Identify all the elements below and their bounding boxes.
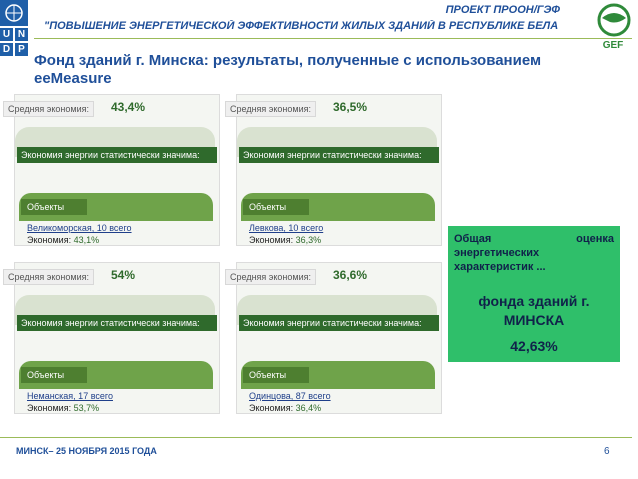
avg-savings-label: Средняя экономия: (225, 101, 316, 117)
page-number: 6 (604, 446, 610, 457)
savings-value: 36,4% (295, 403, 322, 413)
summary-headline: фонда зданий г. МИНСКА (478, 293, 590, 328)
objects-tab[interactable]: Объекты (243, 367, 309, 383)
summary-line-3: характеристик ... (454, 261, 546, 273)
avg-savings-label: Средняя экономия: (225, 269, 316, 285)
significance-bar: Экономия энергии статистически значима: (239, 315, 439, 331)
savings-value: 53,7% (73, 403, 100, 413)
project-title: ПРОЕКТ ПРООН/ГЭФ (445, 4, 560, 16)
savings-value: 36,3% (295, 235, 322, 245)
building-savings (249, 403, 321, 413)
undp-letter-d: D (0, 43, 13, 56)
summary-word-1: Общая (454, 233, 492, 245)
building-link[interactable]: Левкова, 10 всего (249, 223, 324, 233)
significance-bar: Экономия энергии статистически значима: (239, 147, 439, 163)
avg-savings-value: 54% (111, 268, 136, 282)
undp-letter-u: U (0, 28, 13, 41)
savings-label: Экономия: (249, 235, 294, 245)
significance-bar: Экономия энергии статистически значима: (17, 147, 217, 163)
savings-label: Экономия: (249, 403, 294, 413)
gef-logo-text: GEF (602, 40, 624, 51)
building-link[interactable]: Неманская, 17 всего (27, 391, 113, 401)
undp-letter-n: N (15, 28, 28, 41)
summary-percent: 42,63% (510, 338, 558, 354)
project-subtitle: "ПОВЫШЕНИЕ ЭНЕРГЕТИЧЕСКОЙ ЭФФЕКТИВНОСТИ ЖИЛЫХ ЗДАНИЙ В РЕСПУБЛИКЕ БЕЛА (44, 20, 559, 32)
building-link[interactable]: Великоморская, 10 всего (27, 223, 132, 233)
footer-date: МИНСК– 25 НОЯБРЯ 2015 ГОДА (16, 446, 157, 456)
summary-word-2: оценка (576, 233, 614, 245)
undp-letter-p: P (15, 43, 28, 56)
summary-box (448, 226, 620, 362)
gef-logo (590, 2, 636, 52)
savings-label: Экономия: (27, 403, 72, 413)
significance-bar: Экономия энергии статистически значима: (17, 315, 217, 331)
panel-nemanskaya (8, 262, 220, 414)
savings-value: 43,1% (73, 235, 100, 245)
building-savings (27, 235, 99, 245)
avg-savings-value: 36,6% (333, 268, 368, 282)
footer-divider (0, 437, 632, 438)
header-divider (34, 38, 632, 39)
building-savings (27, 403, 99, 413)
un-emblem-icon (0, 0, 28, 26)
undp-logo (0, 0, 28, 80)
avg-savings-value: 36,5% (333, 100, 368, 114)
building-savings (249, 235, 321, 245)
objects-tab[interactable]: Объекты (21, 367, 87, 383)
savings-label: Экономия: (27, 235, 72, 245)
slide-title: Фонд зданий г. Минска: результаты, полученные с использованием eeMeasure (34, 52, 542, 87)
avg-savings-value: 43,4% (111, 100, 146, 114)
building-link[interactable]: Одинцова, 87 всего (249, 391, 331, 401)
summary-caption (454, 232, 614, 274)
avg-savings-label: Средняя экономия: (3, 269, 94, 285)
objects-tab[interactable]: Объекты (243, 199, 309, 215)
summary-line-2: энергетических (454, 247, 540, 259)
panel-odintsova (230, 262, 442, 414)
objects-tab[interactable]: Объекты (21, 199, 87, 215)
panel-velikomorskaya (8, 94, 220, 246)
avg-savings-label: Средняя экономия: (3, 101, 94, 117)
panel-levkova (230, 94, 442, 246)
